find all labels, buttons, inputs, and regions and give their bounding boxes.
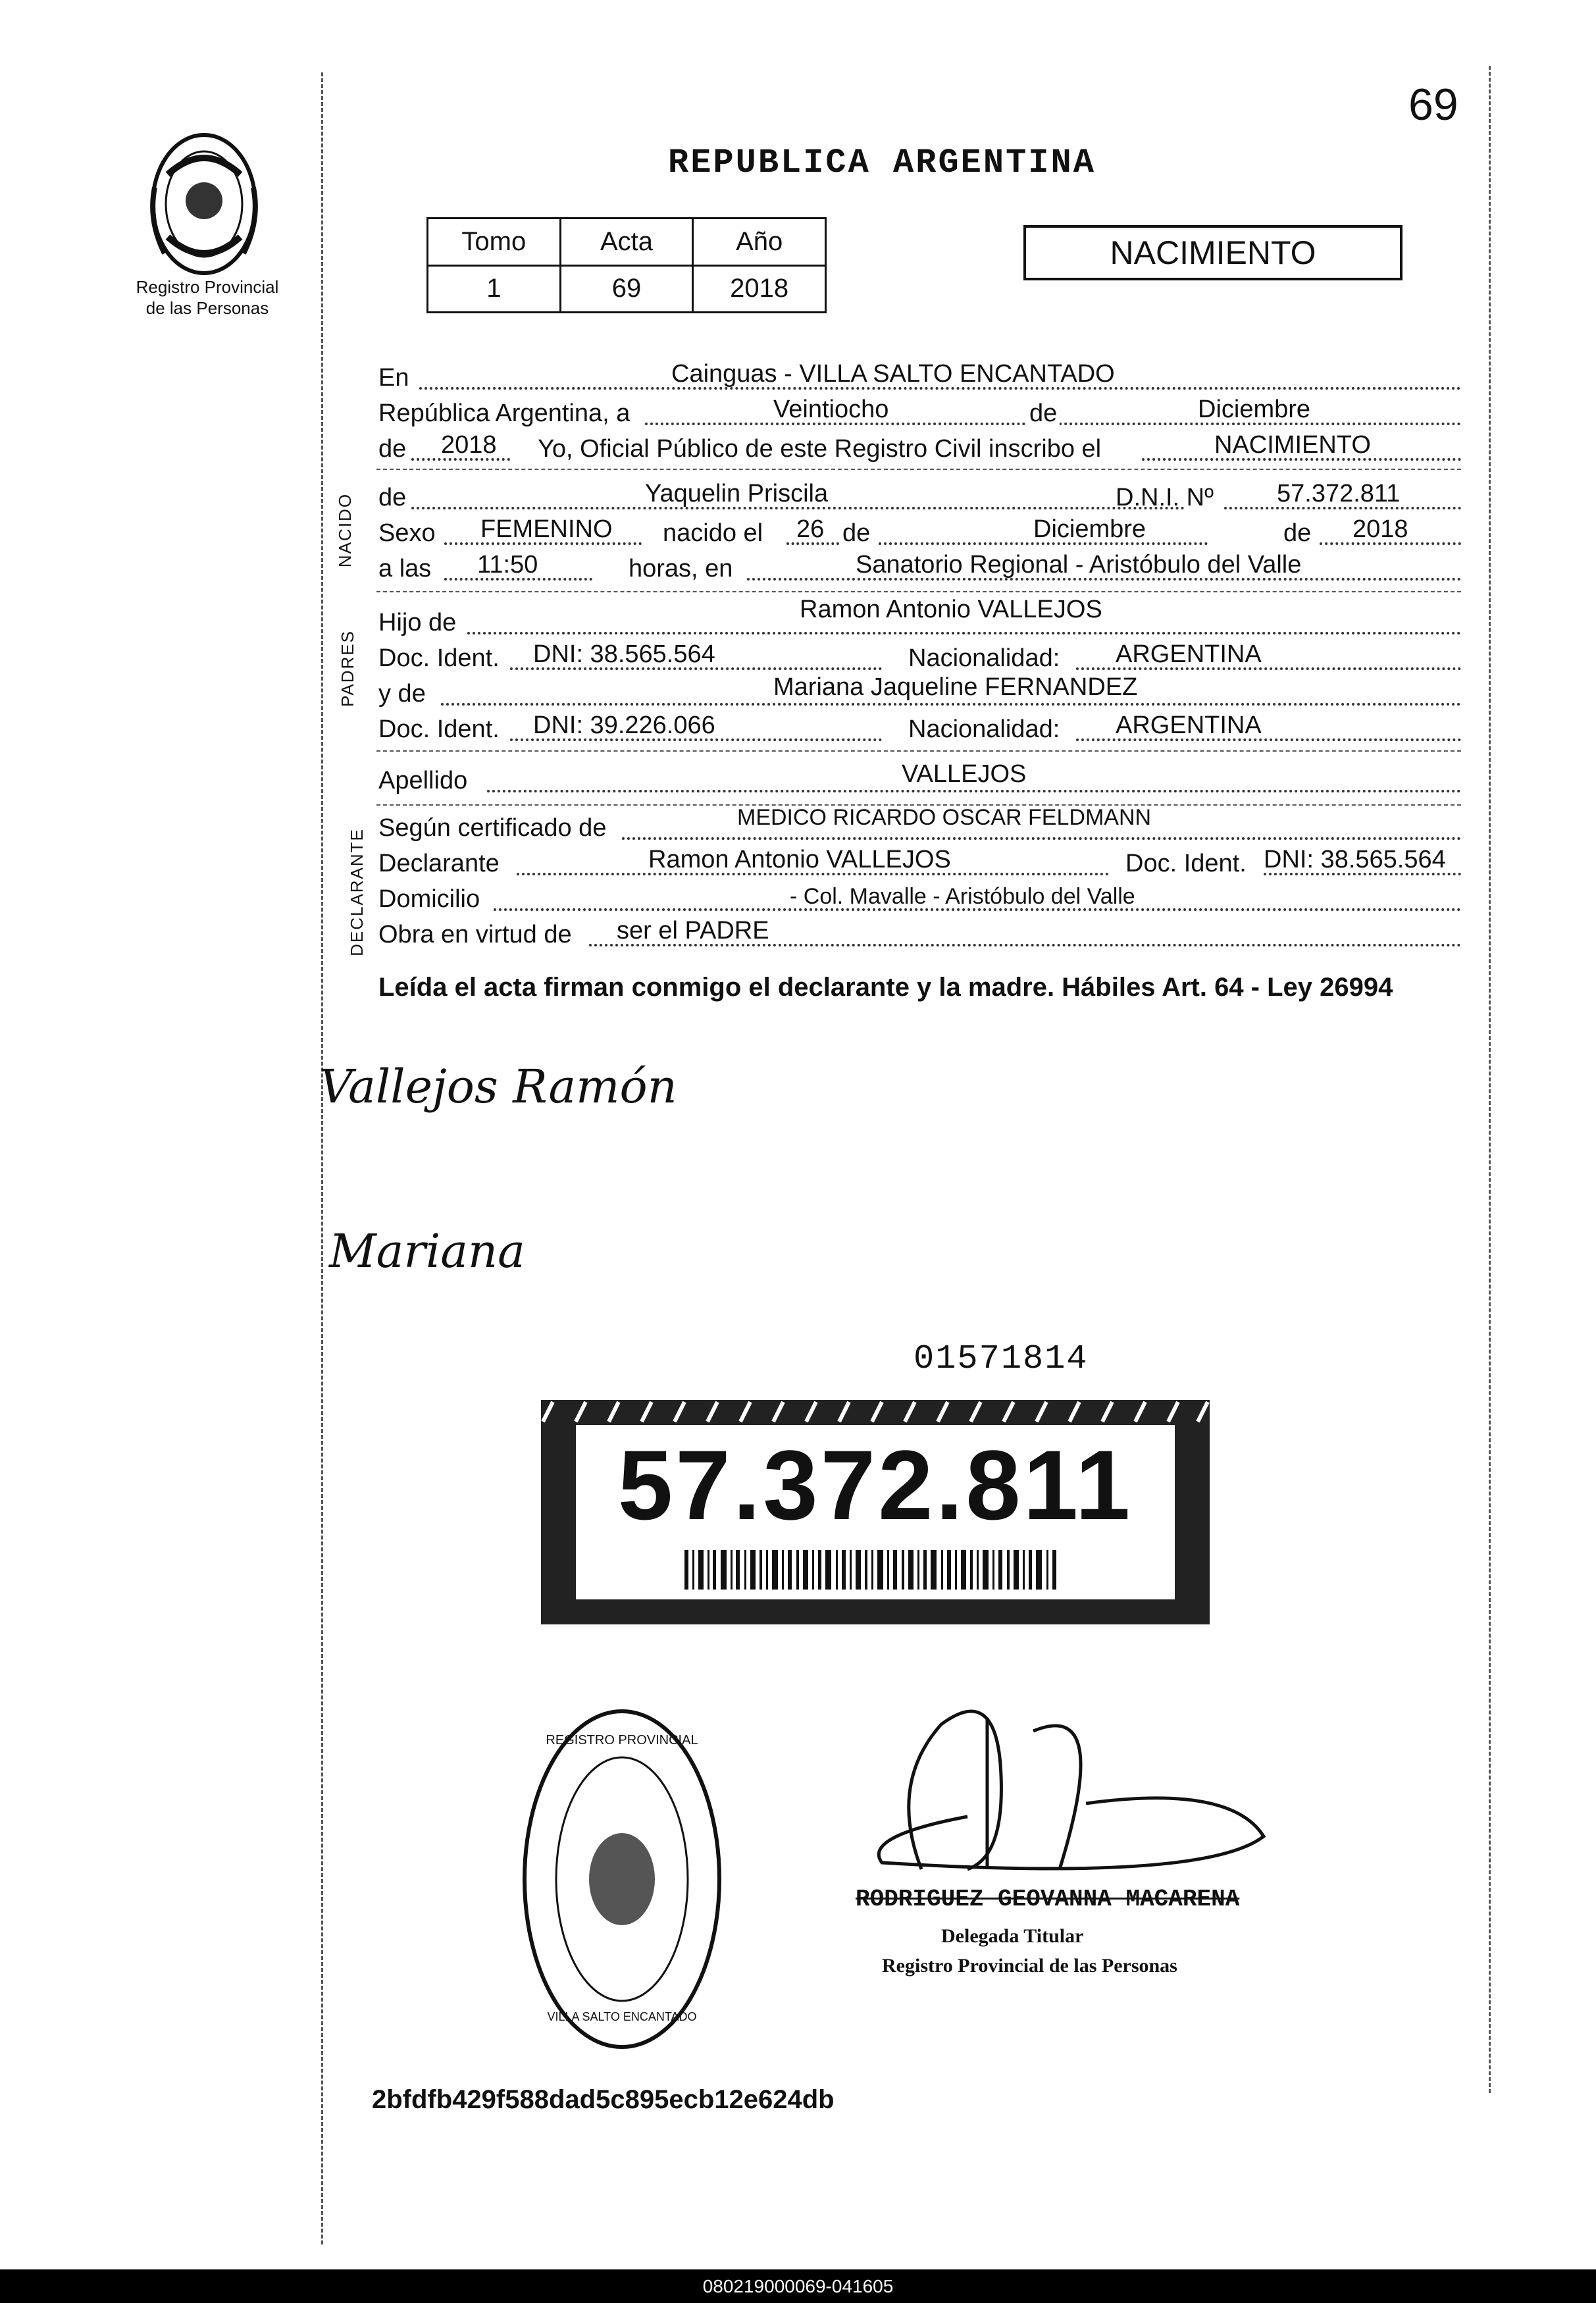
right-margin-line bbox=[1489, 66, 1491, 2093]
field-declarante-doc: DNI: 38.565.564 bbox=[1264, 846, 1446, 873]
field-dni: 57.372.811 bbox=[1277, 480, 1401, 507]
record-type-box: NACIMIENTO bbox=[1023, 225, 1403, 280]
svg-text:VILLA SALTO ENCANTADO: VILLA SALTO ENCANTADO bbox=[547, 2010, 697, 2023]
record-number-table bbox=[426, 217, 827, 313]
svg-text:REGISTRO PROVINCIAL: REGISTRO PROVINCIAL bbox=[546, 1733, 698, 1747]
side-label-nacido: NACIDO bbox=[335, 492, 355, 568]
field-lugar: Cainguas - VILLA SALTO ENCANTADO bbox=[671, 360, 1115, 388]
table-header-tomo: Tomo bbox=[428, 219, 561, 266]
line-padre: Hijo de Ramon Antonio VALLEJOS bbox=[378, 606, 1461, 640]
side-label-padres: PADRES bbox=[338, 630, 357, 707]
field-nombre: Yaquelin Priscila bbox=[645, 480, 829, 507]
closing-statement: Leída el acta firman conmigo el declarante y la madre. Hábiles Art. 64 - Ley 26994 bbox=[378, 973, 1393, 1002]
line-apellido: Apellido VALLEJOS bbox=[378, 763, 1461, 798]
table-value-tomo: 1 bbox=[428, 265, 561, 313]
line-obra: Obra en virtud de ser el PADRE bbox=[378, 918, 1461, 952]
left-margin-line bbox=[321, 72, 323, 2244]
field-obra: ser el PADRE bbox=[617, 917, 769, 944]
field-nac-anio: 2018 bbox=[1352, 515, 1408, 543]
line-hora: a las 11:50 horas, en Sanatorio Regional - Aristóbulo del Valle bbox=[378, 552, 1461, 586]
dni-label-sticker bbox=[540, 1399, 1211, 1626]
table-value-acta: 69 bbox=[560, 265, 693, 313]
footer-code-bar: 080219000069-041605 bbox=[0, 2269, 1596, 2303]
official-role: Delegada Titular bbox=[941, 1925, 1084, 1947]
field-declarante: Ramon Antonio VALLEJOS bbox=[648, 846, 951, 873]
misiones-coat-of-arms-logo bbox=[138, 128, 270, 283]
line-en: En Cainguas - VILLA SALTO ENCANTADO bbox=[378, 361, 1461, 395]
line-domicilio: Domicilio - Col. Mavalle - Aristóbulo del Valle bbox=[378, 882, 1461, 916]
line-sexo: Sexo FEMENINO nacido el 26 de Diciembre de 2018 bbox=[378, 516, 1461, 550]
line-oficial: de 2018 Yo, Oficial Público de este Registro Civil inscribo el NACIMIENTO bbox=[378, 432, 1461, 466]
page-number: 69 bbox=[1408, 80, 1458, 130]
field-dia: Veintiocho bbox=[773, 396, 889, 423]
field-anio: 2018 bbox=[441, 431, 497, 459]
field-madre: Mariana Jaqueline FERNANDEZ bbox=[773, 673, 1138, 701]
serial-number: 01571814 bbox=[914, 1339, 1089, 1378]
official-signature-scribble bbox=[836, 1685, 1310, 1882]
field-nac-mes: Diciembre bbox=[1033, 515, 1146, 543]
field-mes: Diciembre bbox=[1198, 396, 1311, 423]
document-title: REPUBLICA ARGENTINA bbox=[668, 143, 1096, 182]
official-org: Registro Provincial de las Personas bbox=[882, 1955, 1177, 1977]
logo-caption: Registro Provincial de las Personas bbox=[136, 277, 279, 318]
official-stamp bbox=[836, 1685, 1310, 2014]
line-padre-doc: Doc. Ident. DNI: 38.565.564 Nacionalidad: ARGENTINA bbox=[378, 641, 1461, 675]
official-name: RODRIGUEZ GEOVANNA MACARENA bbox=[856, 1886, 1240, 1913]
table-value-anio: 2018 bbox=[693, 265, 826, 313]
table-header-acta: Acta bbox=[560, 219, 693, 266]
field-lugar-nac: Sanatorio Regional - Aristóbulo del Valle bbox=[856, 551, 1302, 579]
table-header-anio: Año bbox=[693, 219, 826, 266]
field-madre-nac: ARGENTINA bbox=[1116, 712, 1262, 739]
signature-declarante: Vallejos Ramón bbox=[319, 1060, 677, 1114]
field-tipo: NACIMIENTO bbox=[1214, 431, 1371, 459]
field-apellido: VALLEJOS bbox=[902, 760, 1027, 788]
field-padre-doc: DNI: 38.565.564 bbox=[533, 640, 715, 668]
line-madre-doc: Doc. Ident. DNI: 39.226.066 Nacionalidad: ARGENTINA bbox=[378, 712, 1461, 746]
field-hora: 11:50 bbox=[477, 551, 538, 579]
field-sexo: FEMENINO bbox=[480, 515, 613, 543]
document-hash: 2bfdfb429f588dad5c895ecb12e624db bbox=[372, 2085, 835, 2114]
side-label-declarante: DECLARANTE bbox=[346, 828, 367, 956]
field-certificado: MEDICO RICARDO OSCAR FELDMANN bbox=[737, 805, 1152, 830]
line-declarante: Declarante Ramon Antonio VALLEJOS Doc. Ident. DNI: 38.565.564 bbox=[378, 846, 1461, 881]
field-nac-dia: 26 bbox=[796, 515, 825, 543]
line-certificado: Según certificado de MEDICO RICARDO OSCAR FELDMANN bbox=[378, 811, 1461, 845]
line-fecha: República Argentina, a Veintiocho de Diciembre bbox=[378, 396, 1461, 430]
line-nombre: de Yaquelin Priscila D.N.I. Nº 57.372.811 bbox=[378, 480, 1461, 515]
signature-madre: Mariana bbox=[329, 1224, 525, 1278]
delegacion-seal bbox=[520, 1705, 724, 2054]
line-madre: y de Mariana Jaqueline FERNANDEZ bbox=[378, 677, 1461, 711]
field-padre-nac: ARGENTINA bbox=[1116, 640, 1262, 668]
field-domicilio: - Col. Mavalle - Aristóbulo del Valle bbox=[790, 884, 1135, 909]
field-madre-doc: DNI: 39.226.066 bbox=[533, 712, 715, 739]
field-padre: Ramon Antonio VALLEJOS bbox=[800, 596, 1102, 623]
dni-label-number: 57.372.811 bbox=[617, 1430, 1133, 1540]
